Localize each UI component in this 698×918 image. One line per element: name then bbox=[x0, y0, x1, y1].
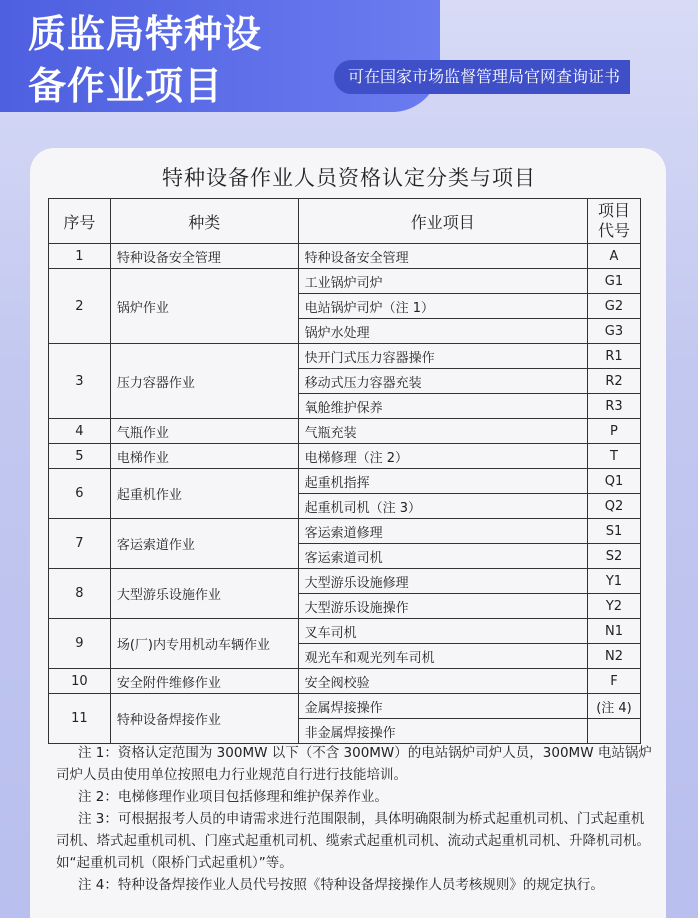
row-number: 2 bbox=[49, 269, 111, 344]
table-row bbox=[49, 344, 641, 369]
table-row bbox=[49, 569, 641, 594]
row-code: S2 bbox=[587, 544, 640, 569]
column-header: 项目代号 bbox=[587, 199, 640, 244]
note-1: 注 1：资格认定范围为 300MW 以下（不含 300MW）的电站锅炉司炉人员，300MW 电站锅炉司炉人员由使用单位按照电力行业规范自行进行技能培训。 bbox=[56, 745, 652, 783]
row-category: 安全附件维修作业 bbox=[110, 669, 298, 694]
note-3: 注 3：可根据报考人员的申请需求进行范围限制，具体明确限制为桥式起重机司机、门式起重机司机、塔式起重机司机、门座式起重机司机、缆索式起重机司机、流动式起重机司机、升降机司机。如“起重机司机（限桥门式起重机）”等。 bbox=[56, 811, 650, 871]
row-code bbox=[587, 719, 640, 744]
table-row bbox=[49, 444, 641, 469]
row-code: Y2 bbox=[587, 594, 640, 619]
table-row bbox=[49, 419, 641, 444]
table-body bbox=[49, 244, 641, 744]
row-item: 电站锅炉司炉（注 1） bbox=[298, 294, 587, 319]
table-row bbox=[49, 669, 641, 694]
row-code: Q1 bbox=[587, 469, 640, 494]
row-item: 观光车和观光列车司机 bbox=[298, 644, 587, 669]
document-title: 特种设备作业人员资格认定分类与项目 bbox=[162, 166, 536, 190]
column-header: 种类 bbox=[110, 199, 298, 244]
row-item: 客运索道修理 bbox=[298, 519, 587, 544]
row-code: R3 bbox=[587, 394, 640, 419]
row-number: 1 bbox=[49, 244, 111, 269]
row-code: N1 bbox=[587, 619, 640, 644]
row-category: 特种设备焊接作业 bbox=[110, 694, 298, 744]
table-header-row bbox=[49, 199, 641, 244]
row-number: 4 bbox=[49, 419, 111, 444]
row-item: 锅炉水处理 bbox=[298, 319, 587, 344]
title-line-1: 质监局特种设 bbox=[28, 12, 263, 56]
row-number: 3 bbox=[49, 344, 111, 419]
table-row bbox=[49, 619, 641, 644]
row-category: 客运索道作业 bbox=[110, 519, 298, 569]
row-code: F bbox=[587, 669, 640, 694]
row-item: 快开门式压力容器操作 bbox=[298, 344, 587, 369]
row-code: (注 4) bbox=[587, 694, 640, 719]
row-item: 特种设备安全管理 bbox=[298, 244, 587, 269]
row-item: 工业锅炉司炉 bbox=[298, 269, 587, 294]
row-item: 金属焊接操作 bbox=[298, 694, 587, 719]
row-item: 气瓶充装 bbox=[298, 419, 587, 444]
note-2: 注 2：电梯修理作业项目包括修理和维护保养作业。 bbox=[78, 789, 388, 805]
column-header: 序号 bbox=[49, 199, 111, 244]
column-header: 作业项目 bbox=[298, 199, 587, 244]
row-item: 客运索道司机 bbox=[298, 544, 587, 569]
row-category: 大型游乐设施作业 bbox=[110, 569, 298, 619]
row-code: G3 bbox=[587, 319, 640, 344]
row-code: R2 bbox=[587, 369, 640, 394]
row-category: 特种设备安全管理 bbox=[110, 244, 298, 269]
row-number: 10 bbox=[49, 669, 111, 694]
row-number: 7 bbox=[49, 519, 111, 569]
table-row bbox=[49, 269, 641, 294]
row-item: 大型游乐设施修理 bbox=[298, 569, 587, 594]
row-number: 9 bbox=[49, 619, 111, 669]
row-number: 11 bbox=[49, 694, 111, 744]
note-4: 注 4：特种设备焊接作业人员代号按照《特种设备焊接操作人员考核规则》的规定执行。 bbox=[78, 877, 604, 893]
row-category: 场(厂)内专用机动车辆作业 bbox=[110, 619, 298, 669]
title-line-2: 备作业项目 bbox=[28, 64, 224, 108]
row-code: G1 bbox=[587, 269, 640, 294]
table-row bbox=[49, 244, 641, 269]
header-banner bbox=[0, 0, 440, 112]
row-category: 起重机作业 bbox=[110, 469, 298, 519]
notes-section bbox=[56, 742, 652, 896]
row-item: 氧舱维护保养 bbox=[298, 394, 587, 419]
table-row bbox=[49, 519, 641, 544]
table-row bbox=[49, 469, 641, 494]
row-code: Q2 bbox=[587, 494, 640, 519]
row-code: S1 bbox=[587, 519, 640, 544]
row-category: 压力容器作业 bbox=[110, 344, 298, 419]
row-item: 叉车司机 bbox=[298, 619, 587, 644]
row-category: 锅炉作业 bbox=[110, 269, 298, 344]
row-number: 6 bbox=[49, 469, 111, 519]
row-item: 大型游乐设施操作 bbox=[298, 594, 587, 619]
row-code: R1 bbox=[587, 344, 640, 369]
qualification-table bbox=[48, 198, 641, 744]
row-item: 安全阀校验 bbox=[298, 669, 587, 694]
page-title bbox=[28, 8, 262, 112]
row-code: Y1 bbox=[587, 569, 640, 594]
row-item: 电梯修理（注 2） bbox=[298, 444, 587, 469]
row-number: 8 bbox=[49, 569, 111, 619]
row-category: 气瓶作业 bbox=[110, 419, 298, 444]
table-row bbox=[49, 694, 641, 719]
row-item: 非金属焊接操作 bbox=[298, 719, 587, 744]
row-category: 电梯作业 bbox=[110, 444, 298, 469]
certificate-query-badge: 可在国家市场监督管理局官网查询证书 bbox=[334, 60, 630, 94]
row-code: G2 bbox=[587, 294, 640, 319]
row-number: 5 bbox=[49, 444, 111, 469]
row-code: P bbox=[587, 419, 640, 444]
row-code: A bbox=[587, 244, 640, 269]
row-code: N2 bbox=[587, 644, 640, 669]
row-code: T bbox=[587, 444, 640, 469]
row-item: 起重机指挥 bbox=[298, 469, 587, 494]
row-item: 起重机司机（注 3） bbox=[298, 494, 587, 519]
row-item: 移动式压力容器充装 bbox=[298, 369, 587, 394]
